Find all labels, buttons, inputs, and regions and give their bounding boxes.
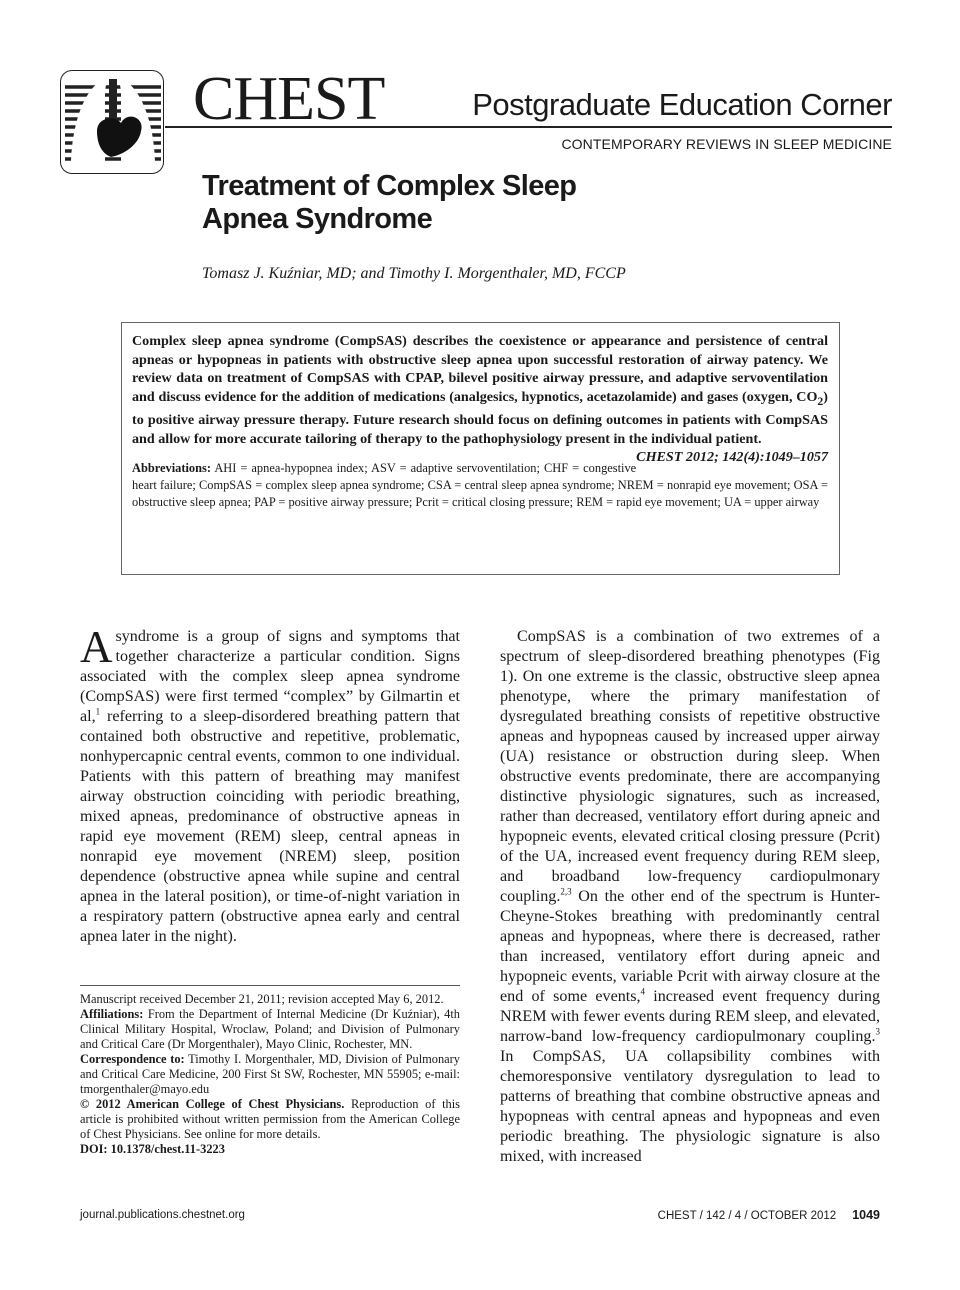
citation: CHEST 2012; 142(4):1049–1057 [636, 449, 828, 466]
abstract-part-2: ) to positive airway pressure therapy. Future research should focus on defining outcomes in patients with CompSAS and allow for more accurate tailoring of therapy to the pathophysiology present in the individual patient. [132, 388, 828, 447]
co2-subscript: 2 [817, 394, 824, 408]
body-column-right [500, 627, 880, 1167]
copyright-text: Reproduction of this article is prohibited without written permission from the American College of Chest Physicians. See online for more details. [80, 1097, 461, 1141]
header-divider [165, 126, 892, 128]
chest-logo [60, 70, 164, 174]
abbreviations-text: AHI = apnea-hypopnea index; ASV = adaptive servoventilation; CHF = congestive heart failure; CompSAS = complex sleep apnea syndrome; CSA = central sleep apnea syndrome; NREM = nonrapid eye movement; OSA = obstructive sleep apnea; PAP = positive airway pressure; Pcrit = critical closing pressure; REM = rapid eye movement; UA = upper airway [132, 461, 828, 510]
reference-1[interactable]: 1 [95, 706, 101, 717]
doi-value[interactable]: 10.1378/chest.11-3223 [107, 1142, 225, 1156]
reference-3[interactable]: 3 [875, 1026, 880, 1037]
drop-cap: A [80, 622, 113, 672]
journal-url[interactable]: journal.publications.chestnet.org [80, 1209, 245, 1221]
section-title: Postgraduate Education Corner [472, 87, 892, 122]
body-column-left [80, 622, 460, 947]
title-line-2: Apnea Syndrome [202, 203, 433, 235]
affiliations-text: From the Department of Internal Medicine (Dr Kuźniar), 4th Clinical Military Hospital, Wroclaw, Poland; and Division of Pulmonary and Critical Care (Dr Morgenthaler), Mayo Clinic, Rochester, MN. [80, 1007, 460, 1051]
copyright-label: © 2012 American College of Chest Physicians. [80, 1097, 345, 1111]
lungs-heart-icon [61, 71, 164, 174]
footnotes [80, 992, 460, 1157]
right-paragraph-4: In CompSAS, UA collapsibility combines with chemoresponsive ventilatory dysregulation to lead to patterns of breathing that combine obstructive apneas and hypopneas with central apneas and hypopneas and even periodic breathing. The physiologic signature is also mixed, with increased [500, 1048, 880, 1165]
footer-issue [658, 1208, 880, 1222]
affiliations [80, 1007, 460, 1052]
title-line-1: Treatment of Complex Sleep [202, 170, 577, 202]
abstract-part-1: Complex sleep apnea syndrome (CompSAS) describes the coexistence or appearance and persistence of central apneas or hypopneas in patients with obstructive sleep apnea upon successful restoration of airway patency. We review data on treatment of CompSAS with CPAP, bilevel positive airway pressure, and adaptive servoventilation and discuss evidence for the addition of medications (analgesics, hypnotics, acetazolamide) and gases (oxygen, CO [132, 333, 828, 405]
left-paragraph-1: syndrome is a group of signs and symptoms that together characterize a particular condition. Signs associated with the complex sleep apnea syndrome (CompSAS) were first termed “complex” by Gilmartin et al, [80, 628, 460, 725]
section-subtitle: CONTEMPORARY REVIEWS IN SLEEP MEDICINE [561, 136, 892, 152]
abbreviations-label: Abbreviations: [132, 461, 211, 476]
page-number: 1049 [852, 1208, 880, 1222]
doi [80, 1142, 460, 1157]
doi-label: DOI: [80, 1142, 108, 1156]
abstract-box [121, 322, 840, 575]
abstract-text [132, 332, 828, 466]
footnote-divider [80, 985, 460, 986]
reference-4[interactable]: 4 [640, 986, 646, 997]
article-title [202, 170, 702, 236]
issue-info: CHEST / 142 / 4 / OCTOBER 2012 [657, 1210, 837, 1222]
left-paragraph-2: referring to a sleep-disordered breathing pattern that contained both obstructive and repetitive, problematic, nonhypercapnic central events, common to one individual. Patients with this pattern of breathing may manifest airway obstruction coinciding with periodic breathing, mixed apneas, predominance of obstructive apneas in rapid eye movement (REM) sleep, central apneas in nonrapid eye movement (NREM) sleep, position dependence (obstructive apnea while supine and central apnea in the lateral position), or time-of-night variation in a respiratory pattern (obstructive apnea early and central apnea later in the night). [80, 708, 460, 945]
correspondence [80, 1052, 460, 1097]
authors: Tomasz J. Kuźniar, MD; and Timothy I. Morgenthaler, MD, FCCP [202, 265, 626, 282]
right-paragraph-1: CompSAS is a combination of two extremes of a spectrum of sleep-disordered breathing phenotypes (Fig 1). On one extreme is the classic, obstructive sleep apnea phenotype, where the primary manifestation of dysregulated breathing consists of repetitive obstructive apneas and hypopneas caused by increased upper airway (UA) resistance or obstruction during sleep. When obstructive events predominate, there are accompanying distinctive physiologic signatures, such as increased, rather than decreased, ventilatory effort during apneic and hypopneic events, elevated critical closing pressure (Pcrit) of the UA, increased event frequency during REM sleep, and broadband low-frequency cardiopulmonary coupling. [500, 628, 880, 905]
reference-2-3[interactable]: 2,3 [560, 886, 572, 897]
correspondence-label: Correspondence to: [80, 1052, 185, 1066]
affiliations-label: Affiliations: [80, 1007, 144, 1021]
abbreviations [132, 460, 828, 511]
manuscript-dates: Manuscript received December 21, 2011; revision accepted May 6, 2012. [80, 992, 444, 1006]
correspondence-text: Timothy I. Morgenthaler, MD, Division of Pulmonary and Critical Care Medicine, 200 First St SW, Rochester, MN 55905; e-mail: tmorgenthaler@mayo.edu [80, 1052, 460, 1096]
copyright [80, 1097, 460, 1142]
right-paragraph-3: increased event frequency during NREM with fewer events during REM sleep, and elevated, narrow-band low-frequency cardiopulmonary coupling. [500, 988, 880, 1045]
right-paragraph-2: On the other end of the spectrum is Hunter-Cheyne-Stokes breathing with predominantly central apneas and hypopneas, where there is decreased, rather than increased, ventilatory effort during apneic and hypopneic events, variable Pcrit with airway closure at the end of some events, [500, 888, 880, 1005]
journal-name: CHEST [193, 65, 385, 133]
